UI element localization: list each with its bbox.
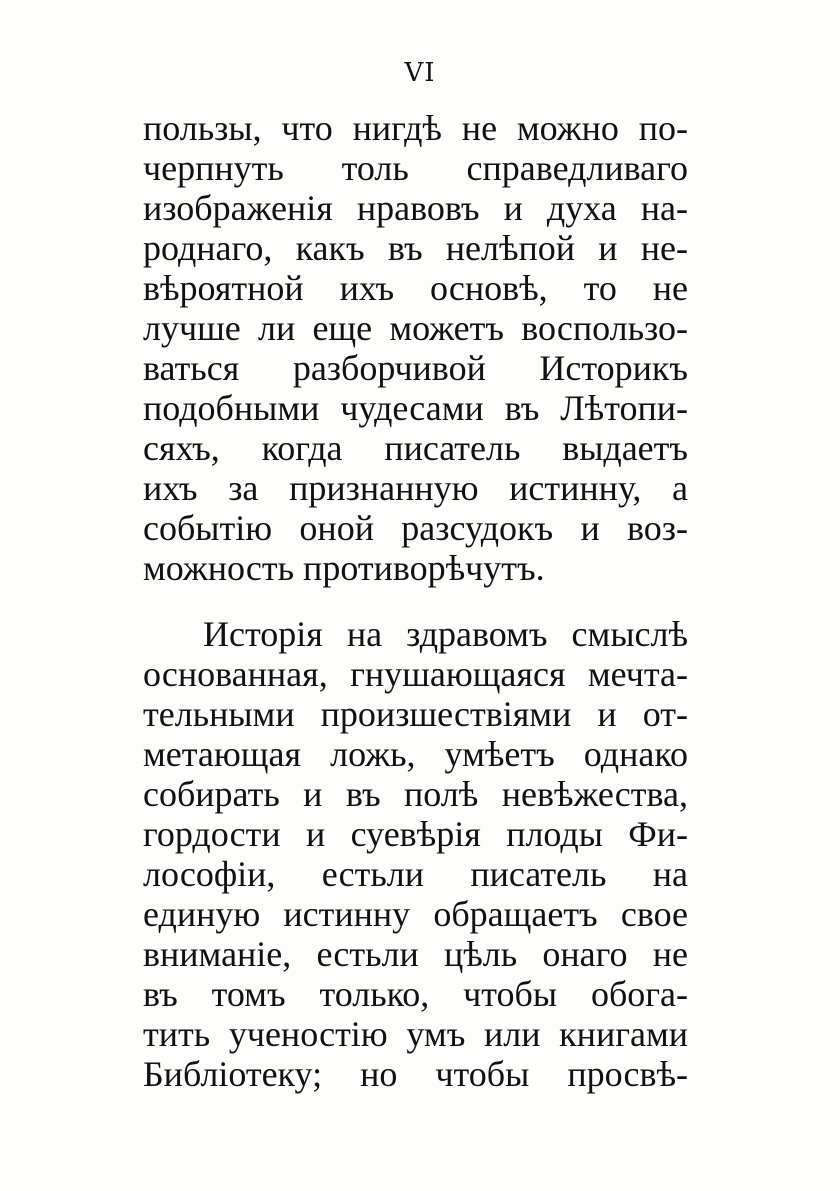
text-line: можность противорѣчутъ.	[143, 548, 545, 588]
text-line: черпнуть толь справедливаго	[143, 148, 688, 188]
text-line: лософіи, естьли писатель на	[143, 854, 688, 894]
text-line: тить ученостію умъ или книгами	[143, 1014, 688, 1054]
text-line: гордости и суевѣрія плоды Фи-	[143, 814, 688, 854]
text-line: изображенія нравовъ и духа на-	[143, 188, 688, 228]
text-line: тельными произшествіями и от-	[143, 694, 688, 734]
text-line: лучше ли еще можетъ воспользо-	[143, 308, 688, 348]
text-line: вѣроятной ихъ основѣ, то не	[143, 268, 688, 308]
text-line: собирать и въ полѣ невѣжества,	[143, 774, 688, 814]
body-text	[143, 108, 688, 1094]
text-line: ваться разборчивой Историкъ	[143, 348, 688, 388]
text-line: подобными чудесами въ Лѣтопи-	[143, 388, 688, 428]
paragraph-spacer	[143, 588, 688, 614]
text-line: сяхъ, когда писатель выдаетъ	[143, 428, 688, 468]
text-line: вниманіе, естьли цѣль онаго не	[143, 934, 688, 974]
text-line: въ томъ только, чтобы обога-	[143, 974, 688, 1014]
text-line: единую истинну обращаетъ свое	[143, 894, 688, 934]
page-number: VI	[404, 58, 436, 88]
text-line: пользы, что нигдѣ не можно по-	[143, 108, 688, 148]
text-line: Исторія на здравомъ смыслѣ	[203, 614, 688, 654]
text-line: ихъ за признанную истинну, а	[143, 468, 688, 508]
paragraph-1	[143, 108, 688, 588]
text-line: метающая ложь, умѣетъ однако	[143, 734, 688, 774]
text-line: роднаго, какъ въ нелѣпой и не-	[143, 228, 688, 268]
text-line: основанная, гнушающаяся мечта-	[143, 654, 688, 694]
text-line: событію оной разсудокъ и воз-	[143, 508, 688, 548]
text-line: Библіотеку; но чтобы просвѣ-	[143, 1054, 688, 1094]
paragraph-2	[143, 614, 688, 1094]
